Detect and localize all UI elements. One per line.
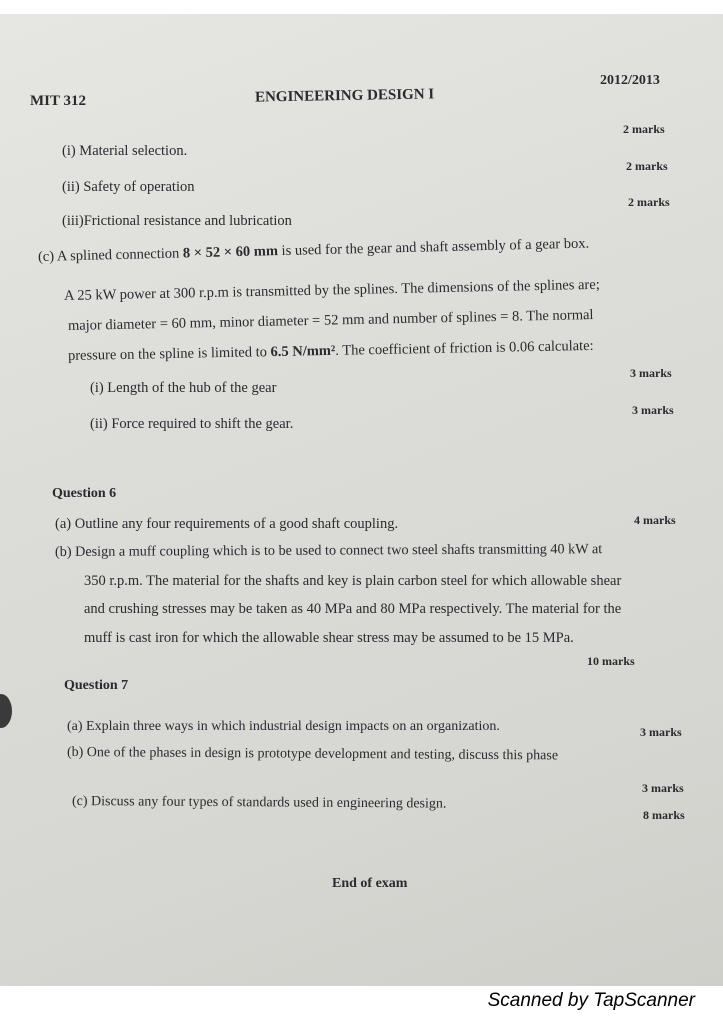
- question-part: (c) Discuss any four types of standards used in engineering design.: [71, 794, 447, 812]
- exam-year: 2012/2013: [600, 73, 660, 88]
- exam-title: ENGINEERING DESIGN I: [254, 86, 435, 106]
- question-part: (a) Outline any four requirements of a good shaft coupling.: [55, 516, 399, 532]
- marks-label: 3 marks: [630, 366, 672, 380]
- marks-label: 2 marks: [623, 122, 665, 136]
- list-item: (ii) Safety of operation: [62, 179, 195, 195]
- question-text-line: muff is cast iron for which the allowable shear stress may be assumed to be 15 MPa.: [84, 630, 574, 646]
- exam-paper: [0, 14, 723, 986]
- marks-label: 3 marks: [642, 781, 684, 795]
- question-text-line: A 25 kW power at 300 r.p.m is transmitted by the splines. The dimensions of the splines are;: [63, 276, 600, 304]
- marks-label: 2 marks: [626, 159, 668, 173]
- scanner-watermark: Scanned by TapScanner: [487, 990, 695, 1011]
- punch-hole: [0, 694, 12, 728]
- list-item: (i) Material selection.: [62, 143, 188, 159]
- marks-label: 8 marks: [643, 808, 685, 822]
- course-code: MIT 312: [30, 93, 86, 109]
- end-of-exam: End of exam: [332, 876, 408, 891]
- question-text-line: 350 r.p.m. The material for the shafts and key is plain carbon steel for which allowable shear: [84, 573, 622, 589]
- list-item: (i) Length of the hub of the gear: [90, 380, 277, 396]
- question-text-line: (c) A splined connection 8 × 52 × 60 mm is used for the gear and shaft assembly of a gear box.: [37, 235, 590, 265]
- marks-label: 10 marks: [587, 654, 635, 668]
- list-item: (ii) Force required to shift the gear.: [90, 416, 294, 432]
- marks-label: 3 marks: [632, 403, 674, 417]
- marks-label: 4 marks: [634, 513, 676, 527]
- list-item: (iii)Frictional resistance and lubrication: [62, 213, 292, 229]
- question-text-line: and crushing stresses may be taken as 40 MPa and 80 MPa respectively. The material for the: [84, 601, 622, 617]
- marks-label: 2 marks: [628, 195, 670, 209]
- marks-label: 3 marks: [640, 725, 682, 739]
- question-part: (b) One of the phases in design is prototype development and testing, discuss this phase: [66, 745, 559, 764]
- question-part: (a) Explain three ways in which industrial design impacts on an organization.: [67, 719, 500, 734]
- question-text-line: pressure on the spline is limited to 6.5 N/mm². The coefficient of friction is 0.06 calculate:: [67, 337, 594, 364]
- question-heading: Question 6: [52, 486, 117, 501]
- question-text-line: (b) Design a muff coupling which is to be used to connect two steel shafts transmitting 40 kW at: [54, 541, 603, 560]
- question-text-line: major diameter = 60 mm, minor diameter = 52 mm and number of splines = 8. The normal: [67, 306, 594, 334]
- question-heading: Question 7: [64, 678, 129, 693]
